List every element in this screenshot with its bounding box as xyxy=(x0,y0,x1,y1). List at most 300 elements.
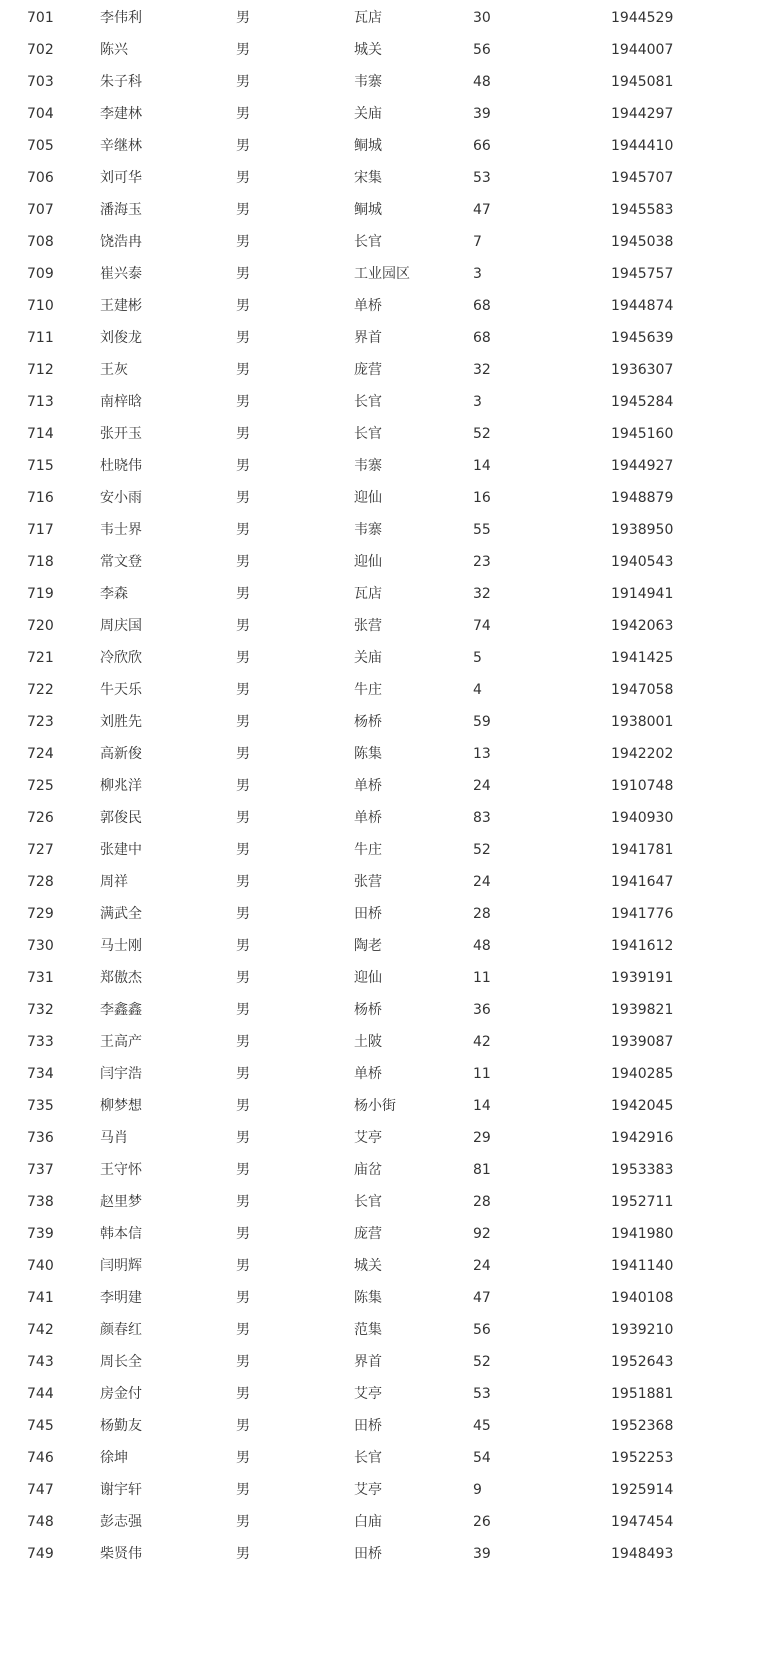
person-name: 李鑫鑫 xyxy=(100,1002,142,1018)
person-name: 赵里梦 xyxy=(100,1194,142,1210)
age-cell: 32 xyxy=(473,362,491,378)
age-cell: 48 xyxy=(473,938,491,954)
table-row xyxy=(0,1218,759,1250)
gender-cell: 男 xyxy=(236,1450,250,1466)
gender-cell: 男 xyxy=(236,778,250,794)
location-cell: 陈集 xyxy=(354,746,382,762)
row-number: 744 xyxy=(27,1386,54,1402)
code-cell: 1948879 xyxy=(611,490,674,506)
location-cell: 城关 xyxy=(354,42,382,58)
row-number: 725 xyxy=(27,778,54,794)
gender-cell: 男 xyxy=(236,938,250,954)
location-cell: 长官 xyxy=(354,426,382,442)
gender-cell: 男 xyxy=(236,1162,250,1178)
gender-cell: 男 xyxy=(236,1322,250,1338)
table-row xyxy=(0,770,759,802)
table-row xyxy=(0,546,759,578)
code-cell: 1944874 xyxy=(611,298,674,314)
code-cell: 1944007 xyxy=(611,42,674,58)
age-cell: 59 xyxy=(473,714,491,730)
person-name: 杨勤友 xyxy=(100,1418,142,1434)
person-name: 刘俊龙 xyxy=(100,330,142,346)
code-cell: 1938950 xyxy=(611,522,674,538)
table-row xyxy=(0,1314,759,1346)
person-name: 李伟利 xyxy=(100,10,142,26)
person-name: 潘海玉 xyxy=(100,202,142,218)
location-cell: 长官 xyxy=(354,1450,382,1466)
table-row xyxy=(0,418,759,450)
table-row xyxy=(0,1346,759,1378)
location-cell: 界首 xyxy=(354,330,382,346)
row-number: 726 xyxy=(27,810,54,826)
location-cell: 艾亭 xyxy=(354,1386,382,1402)
code-cell: 1941980 xyxy=(611,1226,674,1242)
person-name: 满武全 xyxy=(100,906,142,922)
location-cell: 瓦店 xyxy=(354,10,382,26)
table-row xyxy=(0,130,759,162)
row-number: 731 xyxy=(27,970,54,986)
row-number: 707 xyxy=(27,202,54,218)
gender-cell: 男 xyxy=(236,1418,250,1434)
person-name: 辛继林 xyxy=(100,138,142,154)
person-name: 陈兴 xyxy=(100,42,128,58)
code-cell: 1952368 xyxy=(611,1418,674,1434)
person-name: 刘胜先 xyxy=(100,714,142,730)
location-cell: 单桥 xyxy=(354,1066,382,1082)
person-name: 马士刚 xyxy=(100,938,142,954)
age-cell: 52 xyxy=(473,426,491,442)
gender-cell: 男 xyxy=(236,266,250,282)
gender-cell: 男 xyxy=(236,906,250,922)
location-cell: 白庙 xyxy=(354,1514,382,1530)
age-cell: 24 xyxy=(473,874,491,890)
table-row xyxy=(0,994,759,1026)
person-name: 李森 xyxy=(100,586,128,602)
code-cell: 1944927 xyxy=(611,458,674,474)
location-cell: 单桥 xyxy=(354,298,382,314)
row-number: 719 xyxy=(27,586,54,602)
gender-cell: 男 xyxy=(236,1098,250,1114)
gender-cell: 男 xyxy=(236,1514,250,1530)
code-cell: 1944529 xyxy=(611,10,674,26)
gender-cell: 男 xyxy=(236,330,250,346)
gender-cell: 男 xyxy=(236,10,250,26)
gender-cell: 男 xyxy=(236,1002,250,1018)
age-cell: 45 xyxy=(473,1418,491,1434)
location-cell: 杨桥 xyxy=(354,714,382,730)
row-number: 709 xyxy=(27,266,54,282)
code-cell: 1942916 xyxy=(611,1130,674,1146)
location-cell: 庞营 xyxy=(354,1226,382,1242)
table-row xyxy=(0,1186,759,1218)
location-cell: 庙岔 xyxy=(354,1162,382,1178)
person-name: 牛天乐 xyxy=(100,682,142,698)
location-cell: 庞营 xyxy=(354,362,382,378)
gender-cell: 男 xyxy=(236,1194,250,1210)
age-cell: 4 xyxy=(473,682,482,698)
code-cell: 1945038 xyxy=(611,234,674,250)
table-row xyxy=(0,1442,759,1474)
age-cell: 3 xyxy=(473,394,482,410)
location-cell: 鲖城 xyxy=(354,202,382,218)
gender-cell: 男 xyxy=(236,554,250,570)
table-row xyxy=(0,1058,759,1090)
location-cell: 范集 xyxy=(354,1322,382,1338)
row-number: 736 xyxy=(27,1130,54,1146)
age-cell: 16 xyxy=(473,490,491,506)
table-row xyxy=(0,1154,759,1186)
table-row xyxy=(0,642,759,674)
table-row xyxy=(0,1474,759,1506)
person-name: 周长全 xyxy=(100,1354,142,1370)
person-name: 谢宇轩 xyxy=(100,1482,142,1498)
location-cell: 单桥 xyxy=(354,778,382,794)
code-cell: 1942063 xyxy=(611,618,674,634)
row-number: 734 xyxy=(27,1066,54,1082)
code-cell: 1952643 xyxy=(611,1354,674,1370)
age-cell: 23 xyxy=(473,554,491,570)
code-cell: 1938001 xyxy=(611,714,674,730)
location-cell: 界首 xyxy=(354,1354,382,1370)
row-number: 743 xyxy=(27,1354,54,1370)
gender-cell: 男 xyxy=(236,42,250,58)
gender-cell: 男 xyxy=(236,1258,250,1274)
age-cell: 32 xyxy=(473,586,491,602)
age-cell: 39 xyxy=(473,106,491,122)
row-number: 739 xyxy=(27,1226,54,1242)
gender-cell: 男 xyxy=(236,1034,250,1050)
row-number: 702 xyxy=(27,42,54,58)
row-number: 718 xyxy=(27,554,54,570)
age-cell: 74 xyxy=(473,618,491,634)
row-number: 717 xyxy=(27,522,54,538)
code-cell: 1945284 xyxy=(611,394,674,410)
code-cell: 1951881 xyxy=(611,1386,674,1402)
age-cell: 5 xyxy=(473,650,482,666)
table-row xyxy=(0,962,759,994)
row-number: 745 xyxy=(27,1418,54,1434)
table-row xyxy=(0,450,759,482)
row-number: 749 xyxy=(27,1546,54,1562)
table-row xyxy=(0,674,759,706)
table-row xyxy=(0,258,759,290)
age-cell: 28 xyxy=(473,1194,491,1210)
table-row xyxy=(0,2,759,34)
code-cell: 1942045 xyxy=(611,1098,674,1114)
table-row xyxy=(0,226,759,258)
person-name: 韩本信 xyxy=(100,1226,142,1242)
age-cell: 53 xyxy=(473,170,491,186)
table-row xyxy=(0,66,759,98)
person-name: 韦士界 xyxy=(100,522,142,538)
gender-cell: 男 xyxy=(236,586,250,602)
row-number: 712 xyxy=(27,362,54,378)
code-cell: 1952253 xyxy=(611,1450,674,1466)
age-cell: 56 xyxy=(473,42,491,58)
age-cell: 92 xyxy=(473,1226,491,1242)
row-number: 708 xyxy=(27,234,54,250)
location-cell: 陶老 xyxy=(354,938,382,954)
code-cell: 1941776 xyxy=(611,906,674,922)
gender-cell: 男 xyxy=(236,1482,250,1498)
table-row xyxy=(0,1090,759,1122)
location-cell: 陈集 xyxy=(354,1290,382,1306)
location-cell: 牛庄 xyxy=(354,682,382,698)
row-number: 720 xyxy=(27,618,54,634)
gender-cell: 男 xyxy=(236,1130,250,1146)
table-row xyxy=(0,578,759,610)
gender-cell: 男 xyxy=(236,1290,250,1306)
code-cell: 1945757 xyxy=(611,266,674,282)
code-cell: 1936307 xyxy=(611,362,674,378)
gender-cell: 男 xyxy=(236,970,250,986)
person-name: 周祥 xyxy=(100,874,128,890)
row-number: 703 xyxy=(27,74,54,90)
row-number: 701 xyxy=(27,10,54,26)
gender-cell: 男 xyxy=(236,682,250,698)
gender-cell: 男 xyxy=(236,522,250,538)
location-cell: 韦寨 xyxy=(354,458,382,474)
age-cell: 24 xyxy=(473,778,491,794)
person-name: 郭俊民 xyxy=(100,810,142,826)
person-name: 马肖 xyxy=(100,1130,128,1146)
person-name: 彭志强 xyxy=(100,1514,142,1530)
code-cell: 1941647 xyxy=(611,874,674,890)
gender-cell: 男 xyxy=(236,618,250,634)
age-cell: 36 xyxy=(473,1002,491,1018)
table-row xyxy=(0,898,759,930)
gender-cell: 男 xyxy=(236,170,250,186)
row-number: 747 xyxy=(27,1482,54,1498)
code-cell: 1940285 xyxy=(611,1066,674,1082)
code-cell: 1942202 xyxy=(611,746,674,762)
gender-cell: 男 xyxy=(236,650,250,666)
table-row xyxy=(0,514,759,546)
person-name: 李建林 xyxy=(100,106,142,122)
table-row xyxy=(0,1122,759,1154)
code-cell: 1944410 xyxy=(611,138,674,154)
person-name: 柳梦想 xyxy=(100,1098,142,1114)
person-name: 南梓晗 xyxy=(100,394,142,410)
row-number: 711 xyxy=(27,330,54,346)
age-cell: 81 xyxy=(473,1162,491,1178)
table-row xyxy=(0,34,759,66)
person-name: 冷欣欣 xyxy=(100,650,142,666)
gender-cell: 男 xyxy=(236,490,250,506)
person-name: 王高产 xyxy=(100,1034,142,1050)
age-cell: 26 xyxy=(473,1514,491,1530)
table-row xyxy=(0,834,759,866)
row-number: 721 xyxy=(27,650,54,666)
gender-cell: 男 xyxy=(236,458,250,474)
row-number: 713 xyxy=(27,394,54,410)
person-name: 王守怀 xyxy=(100,1162,142,1178)
person-name: 张建中 xyxy=(100,842,142,858)
gender-cell: 男 xyxy=(236,714,250,730)
age-cell: 56 xyxy=(473,1322,491,1338)
person-name: 徐坤 xyxy=(100,1450,128,1466)
location-cell: 工业园区 xyxy=(354,266,410,282)
code-cell: 1939821 xyxy=(611,1002,674,1018)
code-cell: 1952711 xyxy=(611,1194,674,1210)
age-cell: 68 xyxy=(473,330,491,346)
row-number: 730 xyxy=(27,938,54,954)
location-cell: 宋集 xyxy=(354,170,382,186)
gender-cell: 男 xyxy=(236,394,250,410)
person-name: 柳兆洋 xyxy=(100,778,142,794)
row-number: 723 xyxy=(27,714,54,730)
table-row xyxy=(0,194,759,226)
location-cell: 张营 xyxy=(354,874,382,890)
age-cell: 53 xyxy=(473,1386,491,1402)
code-cell: 1941140 xyxy=(611,1258,674,1274)
person-name: 郑傲杰 xyxy=(100,970,142,986)
table-row xyxy=(0,386,759,418)
person-name: 房金付 xyxy=(100,1386,142,1402)
location-cell: 艾亭 xyxy=(354,1482,382,1498)
location-cell: 韦寨 xyxy=(354,74,382,90)
location-cell: 城关 xyxy=(354,1258,382,1274)
age-cell: 52 xyxy=(473,842,491,858)
table-row xyxy=(0,290,759,322)
row-number: 727 xyxy=(27,842,54,858)
person-name: 周庆国 xyxy=(100,618,142,634)
code-cell: 1945639 xyxy=(611,330,674,346)
code-cell: 1910748 xyxy=(611,778,674,794)
row-number: 714 xyxy=(27,426,54,442)
row-number: 733 xyxy=(27,1034,54,1050)
code-cell: 1925914 xyxy=(611,1482,674,1498)
row-number: 738 xyxy=(27,1194,54,1210)
table-row xyxy=(0,802,759,834)
table-row xyxy=(0,354,759,386)
code-cell: 1940543 xyxy=(611,554,674,570)
gender-cell: 男 xyxy=(236,810,250,826)
table-row xyxy=(0,1506,759,1538)
gender-cell: 男 xyxy=(236,1546,250,1562)
code-cell: 1941781 xyxy=(611,842,674,858)
row-number: 748 xyxy=(27,1514,54,1530)
age-cell: 39 xyxy=(473,1546,491,1562)
location-cell: 长官 xyxy=(354,234,382,250)
age-cell: 42 xyxy=(473,1034,491,1050)
person-name: 高新俊 xyxy=(100,746,142,762)
gender-cell: 男 xyxy=(236,874,250,890)
code-cell: 1939191 xyxy=(611,970,674,986)
location-cell: 长官 xyxy=(354,394,382,410)
code-cell: 1940108 xyxy=(611,1290,674,1306)
gender-cell: 男 xyxy=(236,106,250,122)
table-row xyxy=(0,482,759,514)
code-cell: 1948493 xyxy=(611,1546,674,1562)
location-cell: 关庙 xyxy=(354,106,382,122)
location-cell: 牛庄 xyxy=(354,842,382,858)
gender-cell: 男 xyxy=(236,234,250,250)
code-cell: 1953383 xyxy=(611,1162,674,1178)
row-number: 735 xyxy=(27,1098,54,1114)
person-name: 张开玉 xyxy=(100,426,142,442)
location-cell: 瓦店 xyxy=(354,586,382,602)
location-cell: 田桥 xyxy=(354,906,382,922)
person-name: 崔兴泰 xyxy=(100,266,142,282)
table-row xyxy=(0,610,759,642)
row-number: 722 xyxy=(27,682,54,698)
gender-cell: 男 xyxy=(236,202,250,218)
age-cell: 11 xyxy=(473,970,491,986)
location-cell: 迎仙 xyxy=(354,490,382,506)
location-cell: 韦寨 xyxy=(354,522,382,538)
age-cell: 47 xyxy=(473,1290,491,1306)
gender-cell: 男 xyxy=(236,1354,250,1370)
age-cell: 30 xyxy=(473,10,491,26)
gender-cell: 男 xyxy=(236,362,250,378)
age-cell: 28 xyxy=(473,906,491,922)
gender-cell: 男 xyxy=(236,1386,250,1402)
code-cell: 1914941 xyxy=(611,586,674,602)
code-cell: 1945081 xyxy=(611,74,674,90)
table-row xyxy=(0,1538,759,1570)
age-cell: 55 xyxy=(473,522,491,538)
location-cell: 田桥 xyxy=(354,1546,382,1562)
age-cell: 83 xyxy=(473,810,491,826)
row-number: 741 xyxy=(27,1290,54,1306)
code-cell: 1945707 xyxy=(611,170,674,186)
age-cell: 68 xyxy=(473,298,491,314)
row-number: 728 xyxy=(27,874,54,890)
location-cell: 杨小街 xyxy=(354,1098,396,1114)
table-row xyxy=(0,930,759,962)
person-name: 李明建 xyxy=(100,1290,142,1306)
code-cell: 1944297 xyxy=(611,106,674,122)
location-cell: 杨桥 xyxy=(354,1002,382,1018)
row-number: 729 xyxy=(27,906,54,922)
row-number: 740 xyxy=(27,1258,54,1274)
person-name: 柴贤伟 xyxy=(100,1546,142,1562)
gender-cell: 男 xyxy=(236,426,250,442)
row-number: 732 xyxy=(27,1002,54,1018)
age-cell: 14 xyxy=(473,458,491,474)
row-number: 746 xyxy=(27,1450,54,1466)
code-cell: 1939087 xyxy=(611,1034,674,1050)
table-row xyxy=(0,738,759,770)
table-row xyxy=(0,322,759,354)
age-cell: 11 xyxy=(473,1066,491,1082)
code-cell: 1945160 xyxy=(611,426,674,442)
code-cell: 1941425 xyxy=(611,650,674,666)
table-row xyxy=(0,1250,759,1282)
person-name: 颜春红 xyxy=(100,1322,142,1338)
row-number: 706 xyxy=(27,170,54,186)
age-cell: 9 xyxy=(473,1482,482,1498)
gender-cell: 男 xyxy=(236,1066,250,1082)
person-name: 朱子科 xyxy=(100,74,142,90)
age-cell: 54 xyxy=(473,1450,491,1466)
age-cell: 66 xyxy=(473,138,491,154)
age-cell: 29 xyxy=(473,1130,491,1146)
location-cell: 土陂 xyxy=(354,1034,382,1050)
gender-cell: 男 xyxy=(236,298,250,314)
table-row xyxy=(0,1282,759,1314)
person-name: 常文登 xyxy=(100,554,142,570)
code-cell: 1941612 xyxy=(611,938,674,954)
location-cell: 鲖城 xyxy=(354,138,382,154)
row-number: 737 xyxy=(27,1162,54,1178)
row-number: 724 xyxy=(27,746,54,762)
person-name: 杜晓伟 xyxy=(100,458,142,474)
location-cell: 田桥 xyxy=(354,1418,382,1434)
person-name: 王建彬 xyxy=(100,298,142,314)
table-row xyxy=(0,98,759,130)
